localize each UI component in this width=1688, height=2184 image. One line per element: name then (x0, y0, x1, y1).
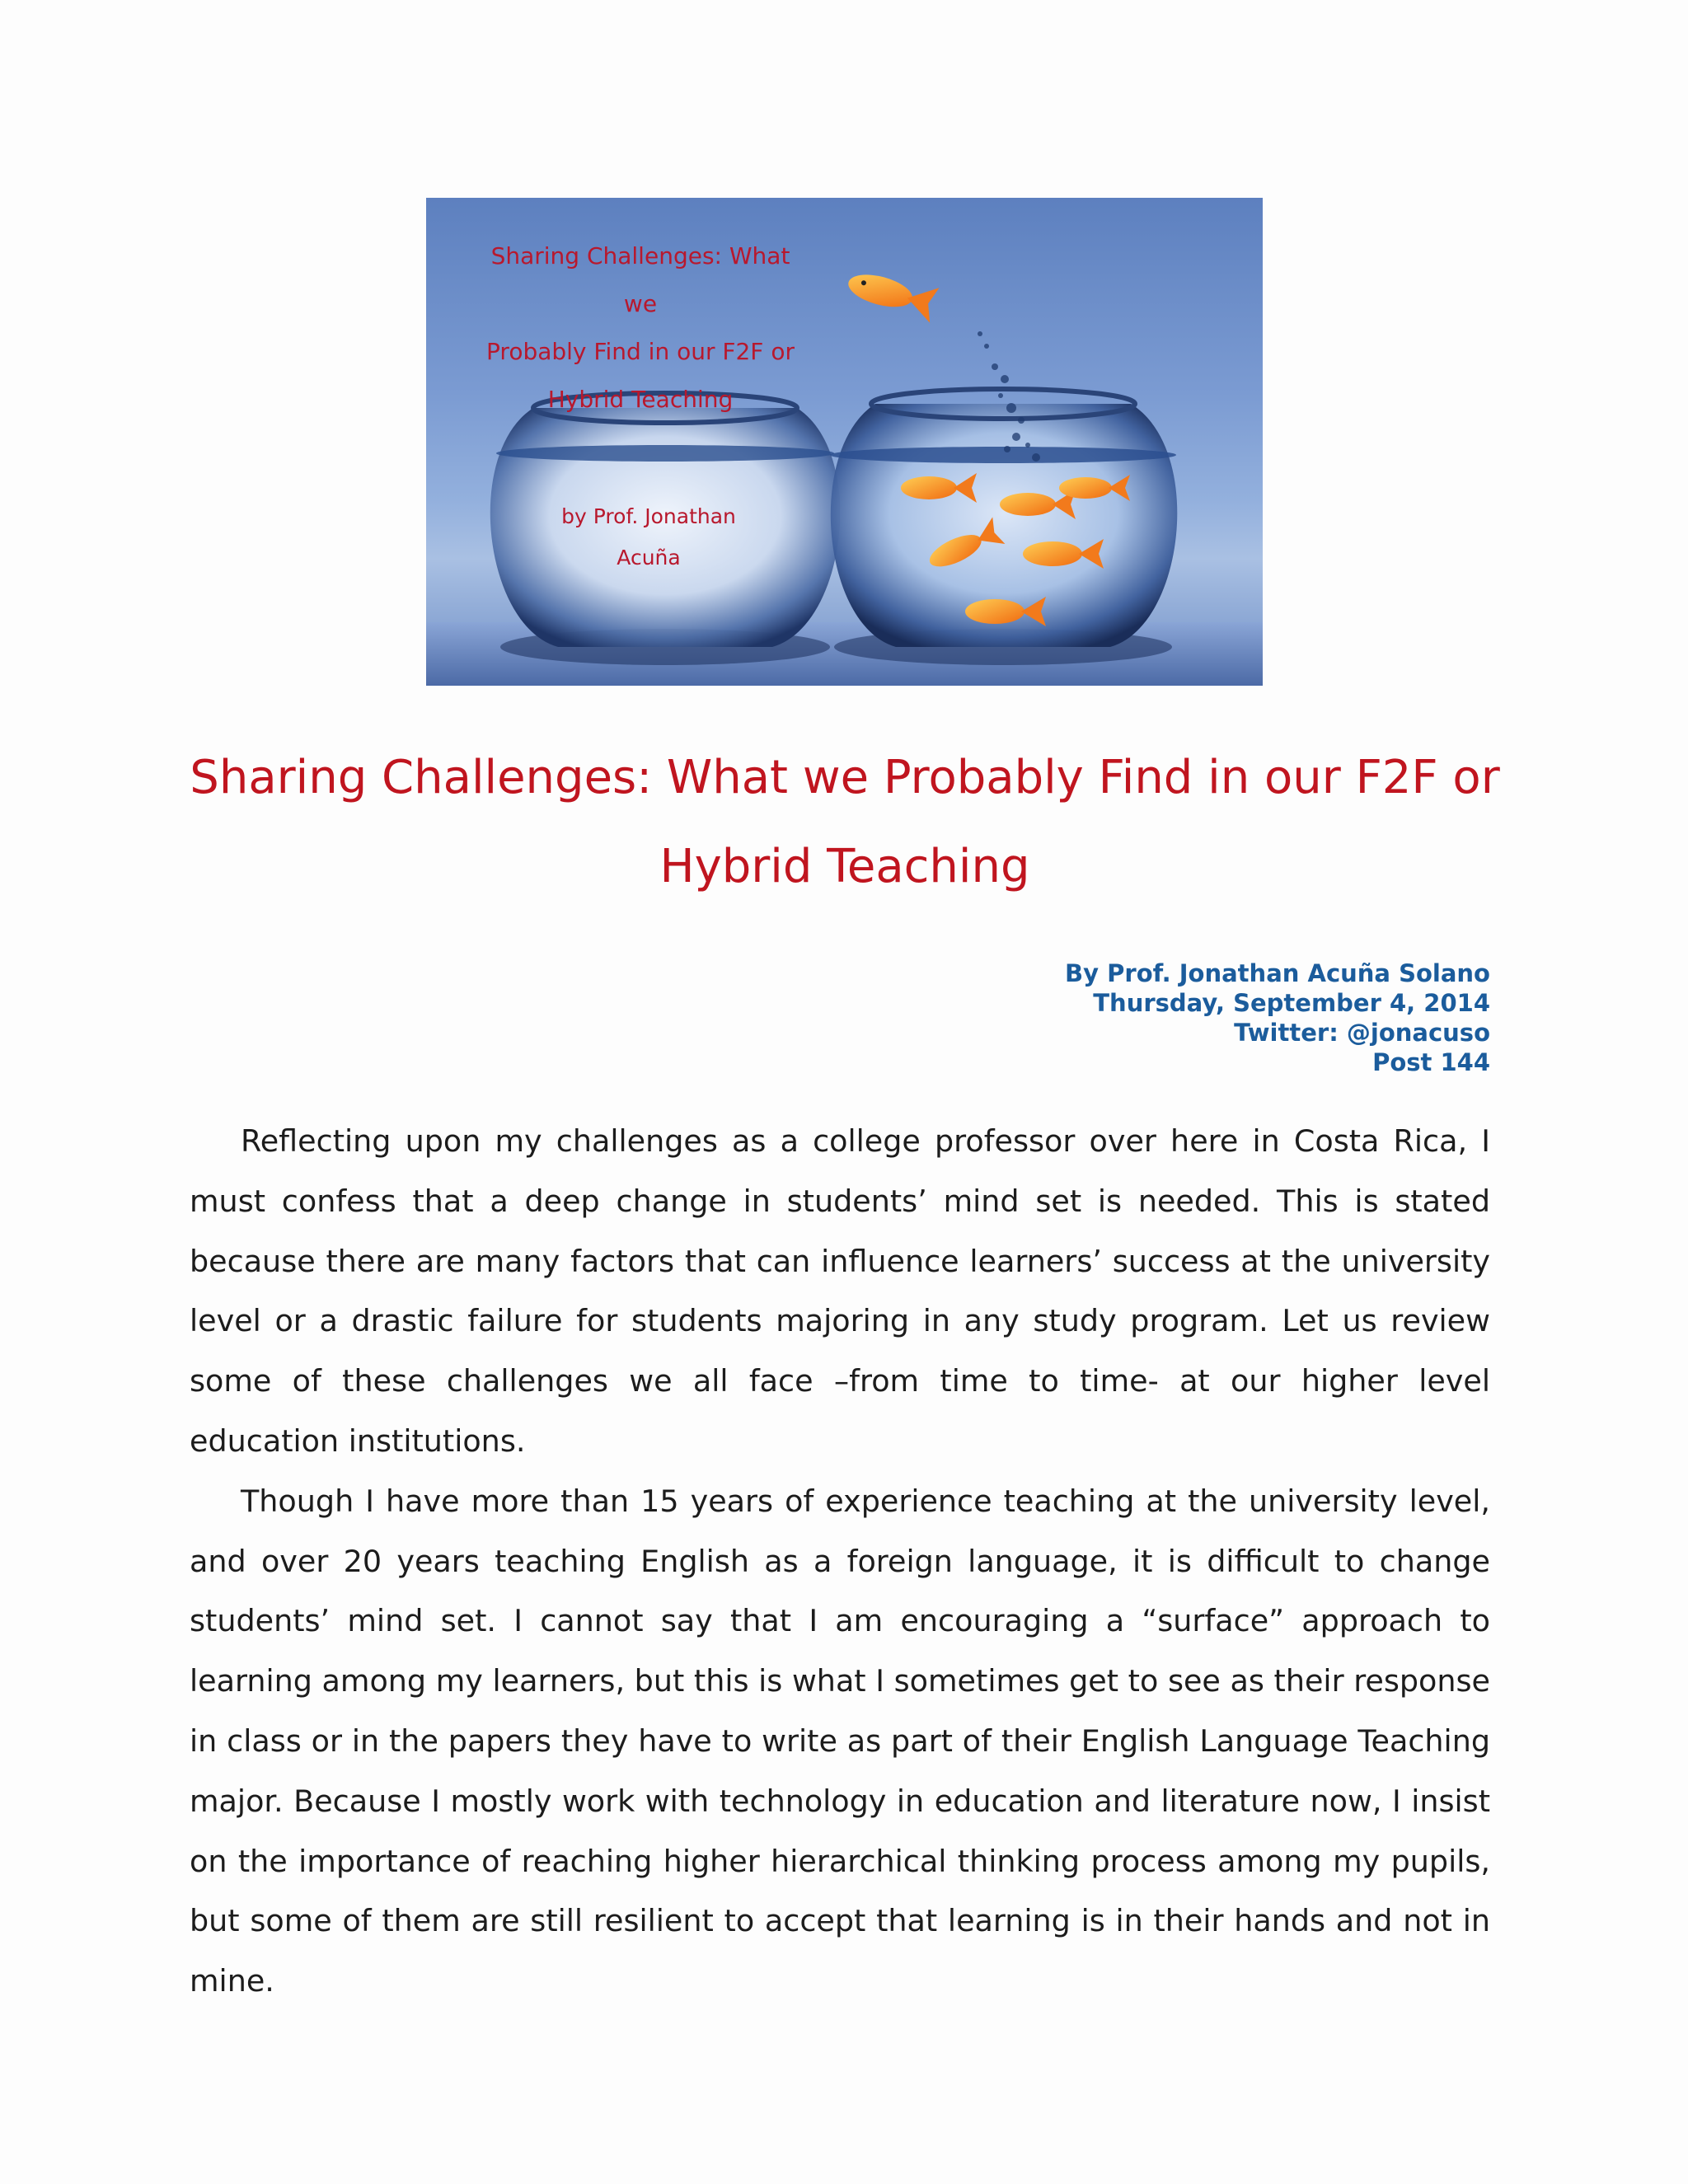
fishbowl-banner-image (426, 198, 1263, 686)
banner-byline-line: by Prof. Jonathan (561, 504, 736, 528)
body-paragraph: Though I have more than 15 years of experience teaching at the university level, and over 20 years teaching English as a foreign language, it is difficult to change students’ mind set. I cannot say that I am encouraging a “surface” approach to learning among my learners, but this is what I sometimes get to see as their response in class or in the papers they have to write as part of their English Language Teaching major. Because I mostly work with technology in education and literature now, I insist on the importance of reaching higher hierarchical thinking process among my pupils, but some of them are still resilient to accept that learning is in their hands and not in mine. (190, 1483, 1490, 1999)
banner-title-text (476, 232, 805, 424)
headline-line: Hybrid Teaching (659, 840, 1030, 893)
post-number: Post 144 (1372, 1048, 1490, 1076)
banner-title-line: Probably Find in our F2F or (486, 338, 795, 365)
article-body (190, 1112, 1490, 2012)
date-line: Thursday, September 4, 2014 (1093, 989, 1490, 1017)
full-fishbowl (830, 331, 1177, 665)
author-line: By Prof. Jonathan Acuña Solano (1065, 959, 1490, 987)
jumping-goldfish (844, 265, 940, 322)
body-paragraph: Reflecting upon my challenges as a college professor over here in Costa Rica, I must confess that a deep change in students’ mind set is needed. This is stated because there are many factors that can influence learners’ success at the university level or a drastic failure for students majoring in any study program. Let us review some of these challenges we all face –from time to time- at our higher level education institutions. (190, 1123, 1490, 1459)
banner-byline-line: Acuña (617, 546, 681, 569)
banner-byline-text (525, 496, 772, 579)
article-headline (173, 733, 1517, 912)
banner-title-line: Sharing Challenges: What we (490, 242, 790, 317)
twitter-line: Twitter: @jonacuso (1234, 1019, 1490, 1047)
headline-line: Sharing Challenges: What we Probably Find in our F2F or (190, 751, 1500, 804)
article-meta (748, 958, 1490, 1077)
banner-title-line: Hybrid Teaching (547, 386, 734, 413)
